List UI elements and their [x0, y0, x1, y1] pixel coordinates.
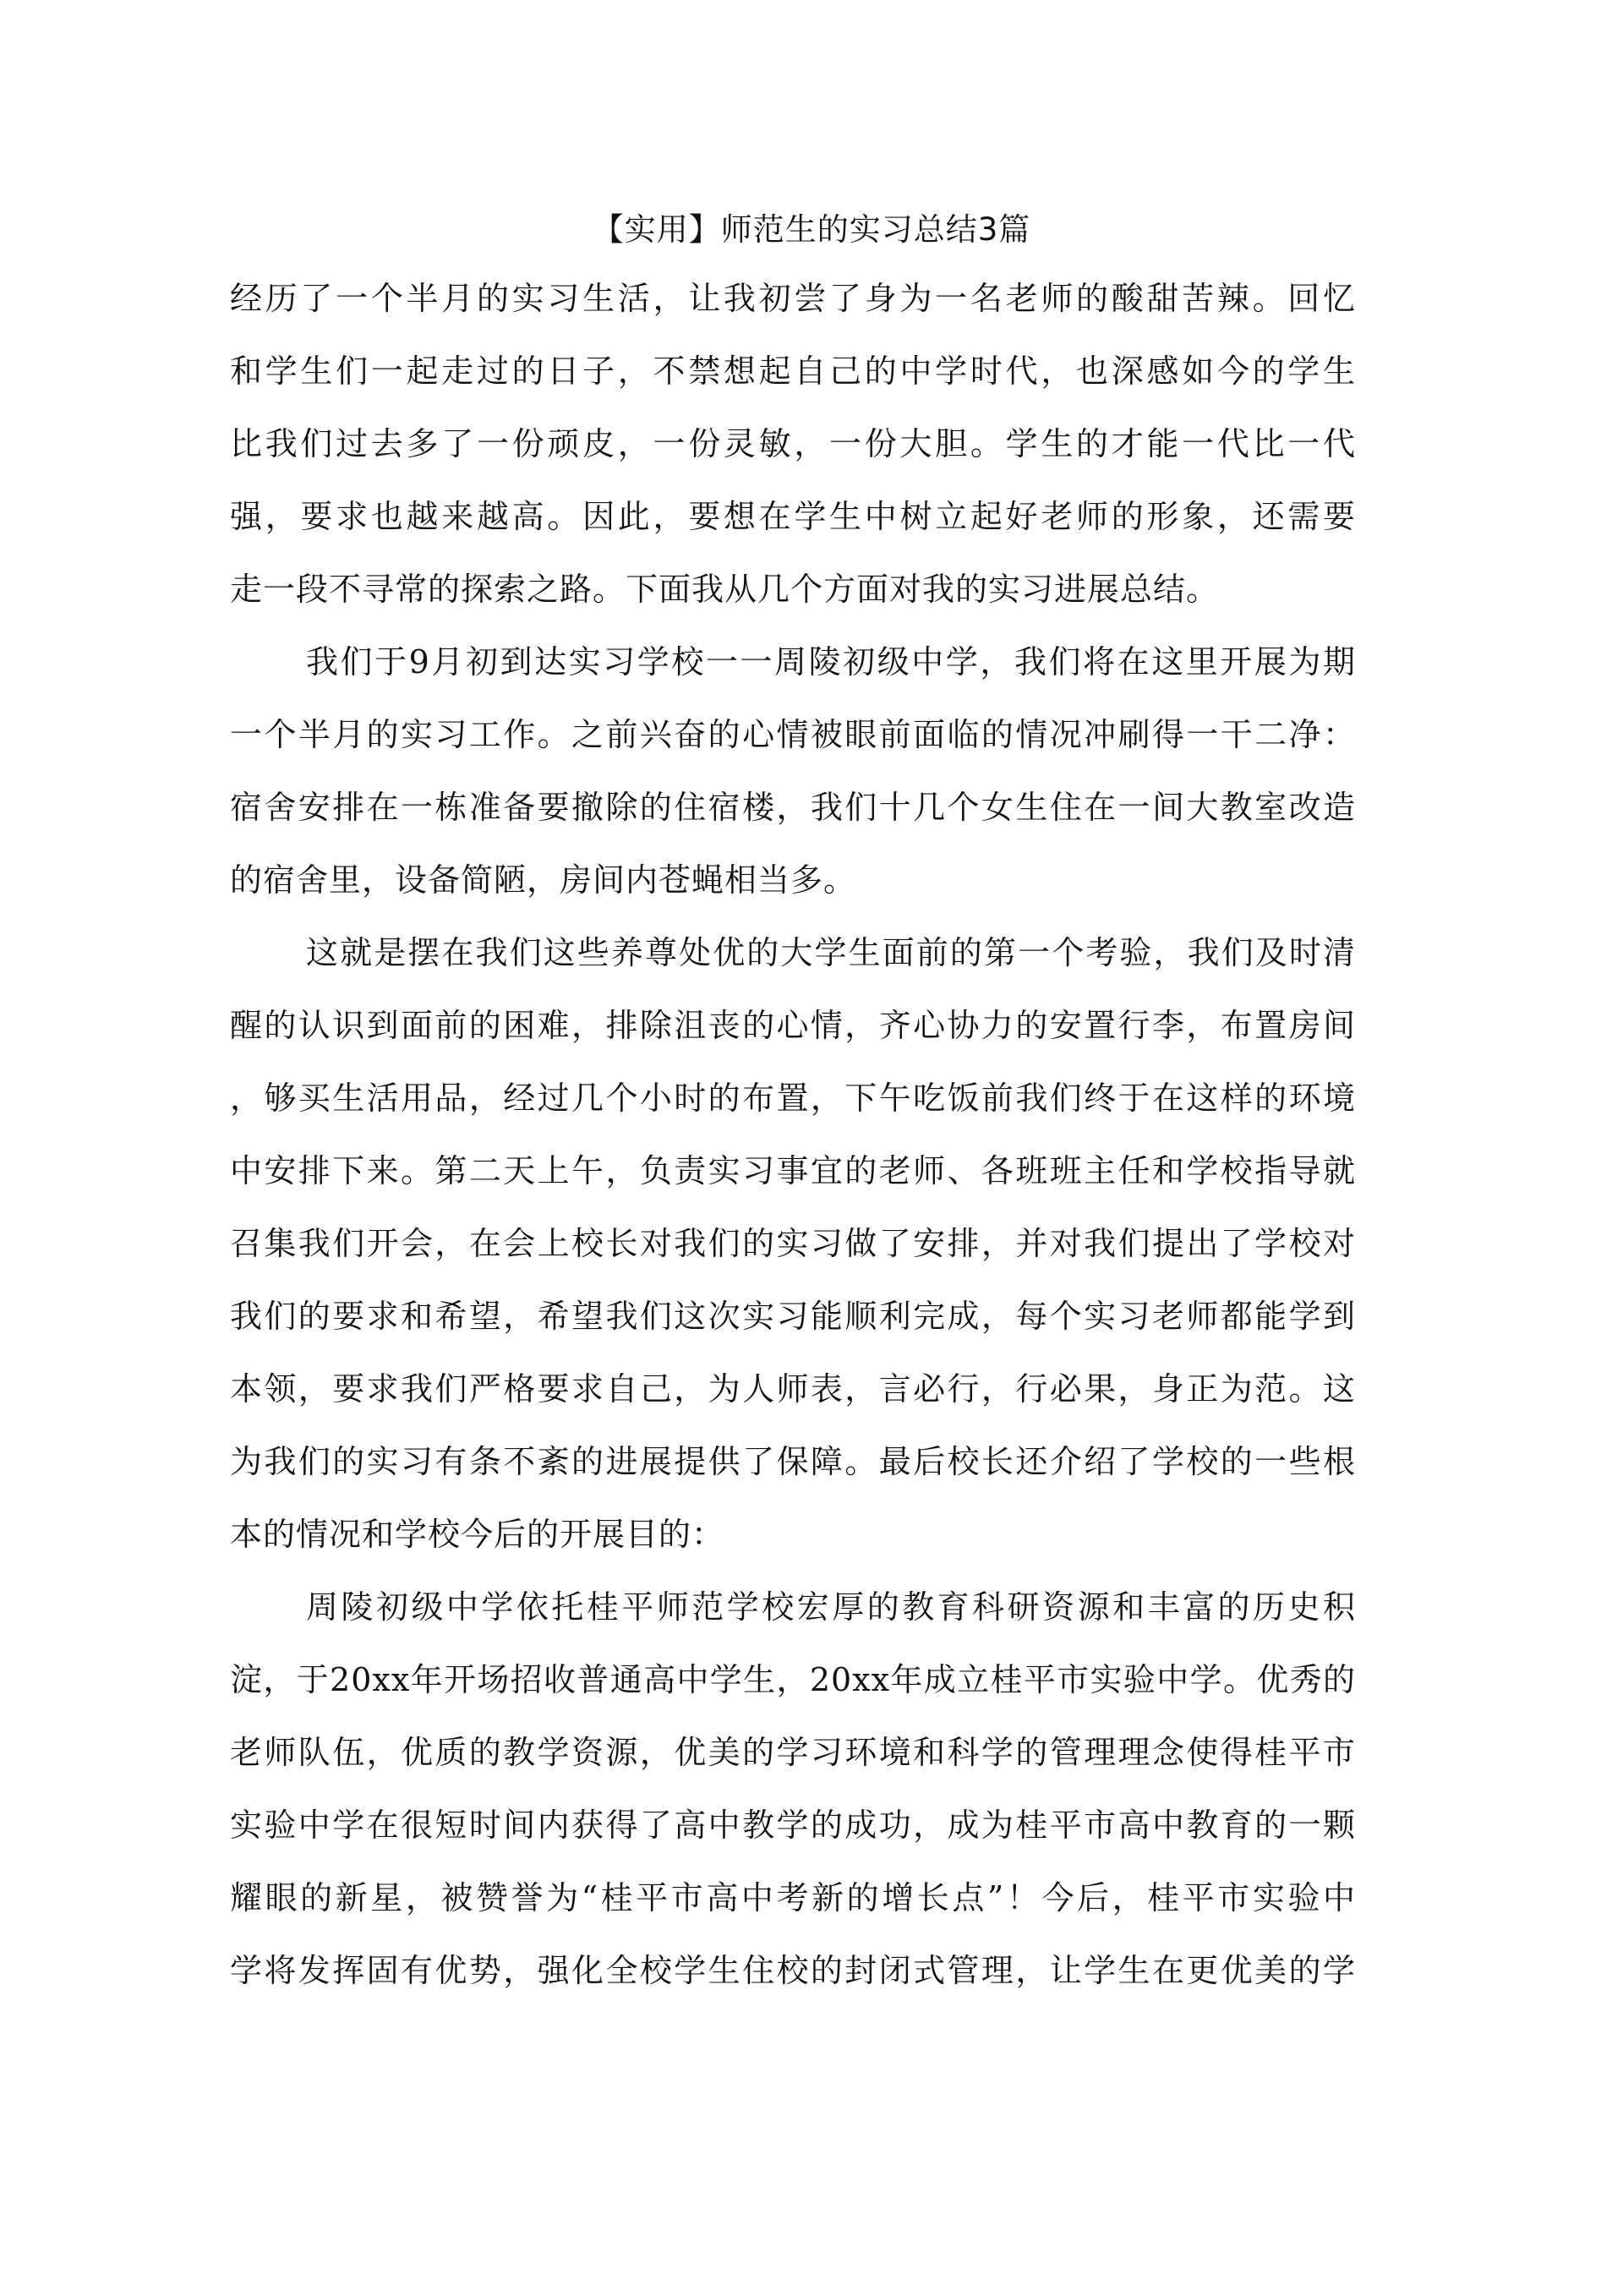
text-line: 强，要求也越来越高。因此，要想在学生中树立起好老师的形象，还需要 — [230, 498, 1356, 535]
document-body — [230, 262, 1356, 2007]
text-line: 老师队伍，优质的教学资源，优美的学习环境和科学的管理理念使得桂平市 — [230, 1734, 1356, 1771]
text-line: 比我们过去多了一份顽皮，一份灵敏，一份大胆。学生的才能一代比一代 — [230, 425, 1356, 462]
text-line: 淀，于20xx年开场招收普通高中学生，20xx年成立桂平市实验中学。优秀的 — [230, 1661, 1356, 1698]
text-line: 我们的要求和希望，希望我们这次实习能顺利完成，每个实习老师都能学到 — [230, 1298, 1356, 1335]
text-line: 召集我们开会，在会上校长对我们的实习做了安排，并对我们提出了学校对 — [230, 1225, 1356, 1262]
text-line: 经历了一个半月的实习生活，让我初尝了身为一名老师的酸甜苦辣。回忆 — [230, 280, 1356, 317]
text-line: 这就是摆在我们这些养尊处优的大学生面前的第一个考验，我们及时清 — [306, 934, 1356, 971]
text-line: 我们于9月初到达实习学校一一周陵初级中学，我们将在这里开展为期 — [306, 643, 1356, 681]
text-line: 耀眼的新星，被赞誉为“桂平市高中考新的增长点”！今后，桂平市实验中 — [230, 1879, 1356, 1916]
document-title: 【实用】师范生的实习总结3篇 — [592, 211, 1031, 248]
text-line: 周陵初级中学依托桂平师范学校宏厚的教育科研资源和丰富的历史积 — [306, 1588, 1356, 1626]
text-line: 和学生们一起走过的日子，不禁想起自己的中学时代，也深感如今的学生 — [230, 353, 1356, 390]
text-line: 实验中学在很短时间内获得了高中教学的成功，成为桂平市高中教育的一颗 — [230, 1807, 1356, 1844]
text-line: 为我们的实习有条不紊的进展提供了保障。最后校长还介绍了学校的一些根 — [230, 1443, 1356, 1480]
text-line: 中安排下来。第二天上午，负责实习事宜的老师、各班班主任和学校指导就 — [230, 1152, 1356, 1189]
text-line: 宿舍安排在一栋准备要撤除的住宿楼，我们十几个女生住在一间大教室改造 — [230, 789, 1356, 826]
text-line: 走一段不寻常的探索之路。下面我从几个方面对我的实习进展总结。 — [230, 571, 1220, 608]
text-line: 本领，要求我们严格要求自己，为人师表，言必行，行必果，身正为范。这 — [230, 1370, 1356, 1408]
text-line: 学将发挥固有优势，强化全校学生住校的封闭式管理，让学生在更优美的学 — [230, 1952, 1356, 1989]
text-line: ，够买生活用品，经过几个小时的布置，下午吃饭前我们终于在这样的环境 — [230, 1080, 1356, 1117]
text-line: 一个半月的实习工作。之前兴奋的心情被眼前面临的情况冲刷得一干二净： — [230, 716, 1356, 753]
text-line: 本的情况和学校今后的开展目的： — [230, 1516, 725, 1553]
text-line: 的宿舍里，设备简陋，房间内苍蝇相当多。 — [230, 861, 857, 899]
text-line: 醒的认识到面前的困难，排除沮丧的心情，齐心协力的安置行李，布置房间 — [230, 1007, 1356, 1044]
